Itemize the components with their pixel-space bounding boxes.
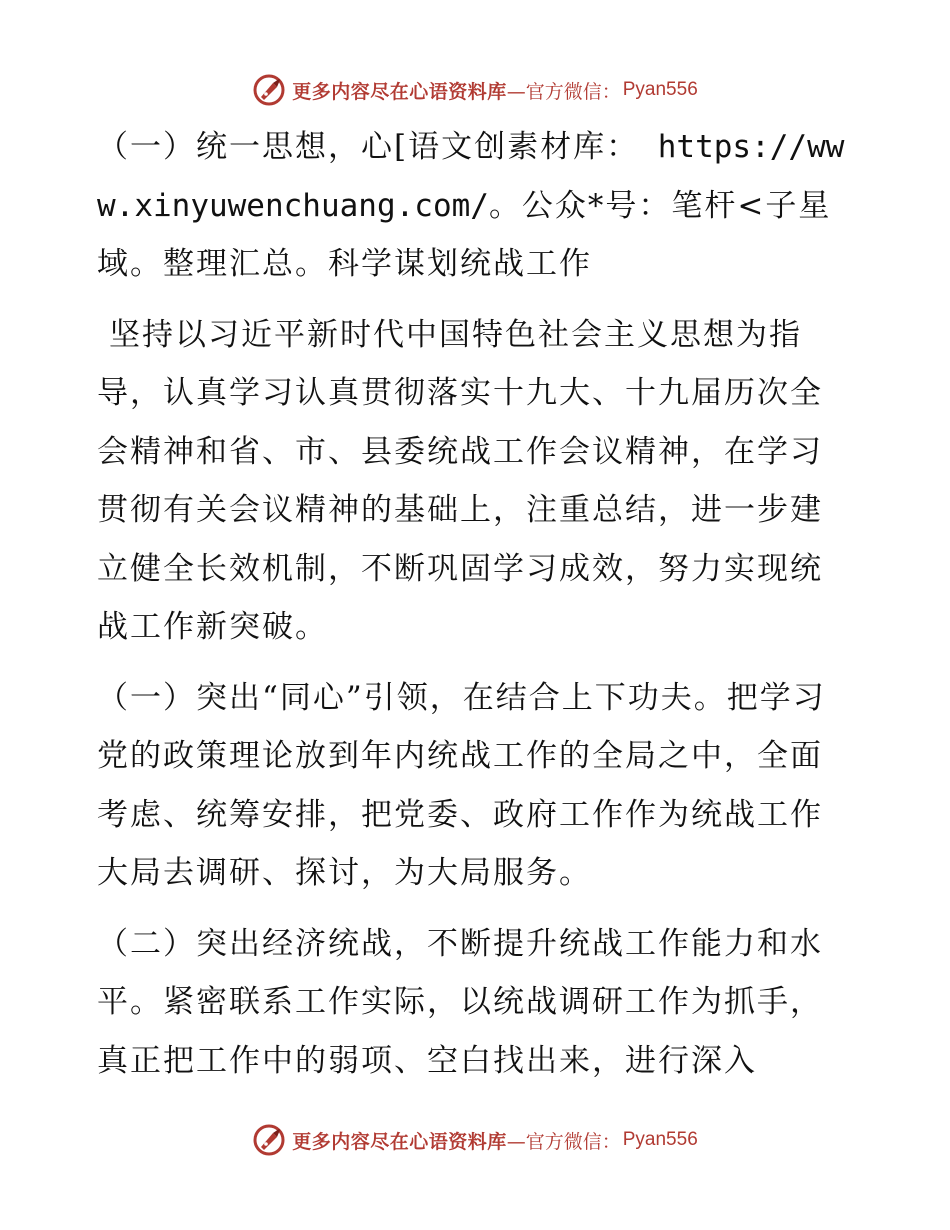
watermark-sub-text: —官方微信： [506,80,621,103]
paragraph-1-part-3: 。公众*号：笔杆<子星域。整理汇总。科学谋划统战工作 [97,187,832,282]
paragraph-1-url: https://www.xinyuwenchuang.com/ [97,129,845,224]
watermark-sub-text: —官方微信： [506,1130,621,1153]
paragraph-1 [97,118,853,294]
pen-nib-logo-icon [252,73,286,107]
paragraph-3: （一）突出“同心”引领，在结合上下功夫。把学习党的政策理论放到年内统战工作的全局之中，全面考虑、统筹安排，把党委、政府工作作为统战工作大局去调研、探讨，为大局服务。 [97,679,826,891]
paragraph-4: （二）突出经济统战，不断提升统战工作能力和水平。紧密联系工作实际，以统战调研工作为抓手，真正把工作中的弱项、空白找出来，进行深入 [97,925,823,1079]
footer-watermark [0,1118,950,1162]
watermark-account-id: Pyan556 [622,79,698,100]
document-body [97,118,853,1090]
watermark-account-id: Pyan556 [622,1129,698,1150]
watermark-main-text: 更多内容尽在心语资料库 [292,1130,507,1153]
watermark-main-text: 更多内容尽在心语资料库 [292,80,507,103]
paragraph-1-part-1: （一）统一思想，心[语文创素材库： [97,129,640,165]
paragraph-2: 坚持以习近平新时代中国特色社会主义思想为指导，认真学习认真贯彻落实十九大、十九届历次全会精神和省、市、县委统战工作会议精神，在学习贯彻有关会议精神的基础上，注重总结，进一步建立健全长效机制，不断巩固学习成效，努力实现统战工作新突破。 [97,316,823,645]
pen-nib-logo-icon [252,1123,286,1157]
header-watermark [0,68,950,112]
